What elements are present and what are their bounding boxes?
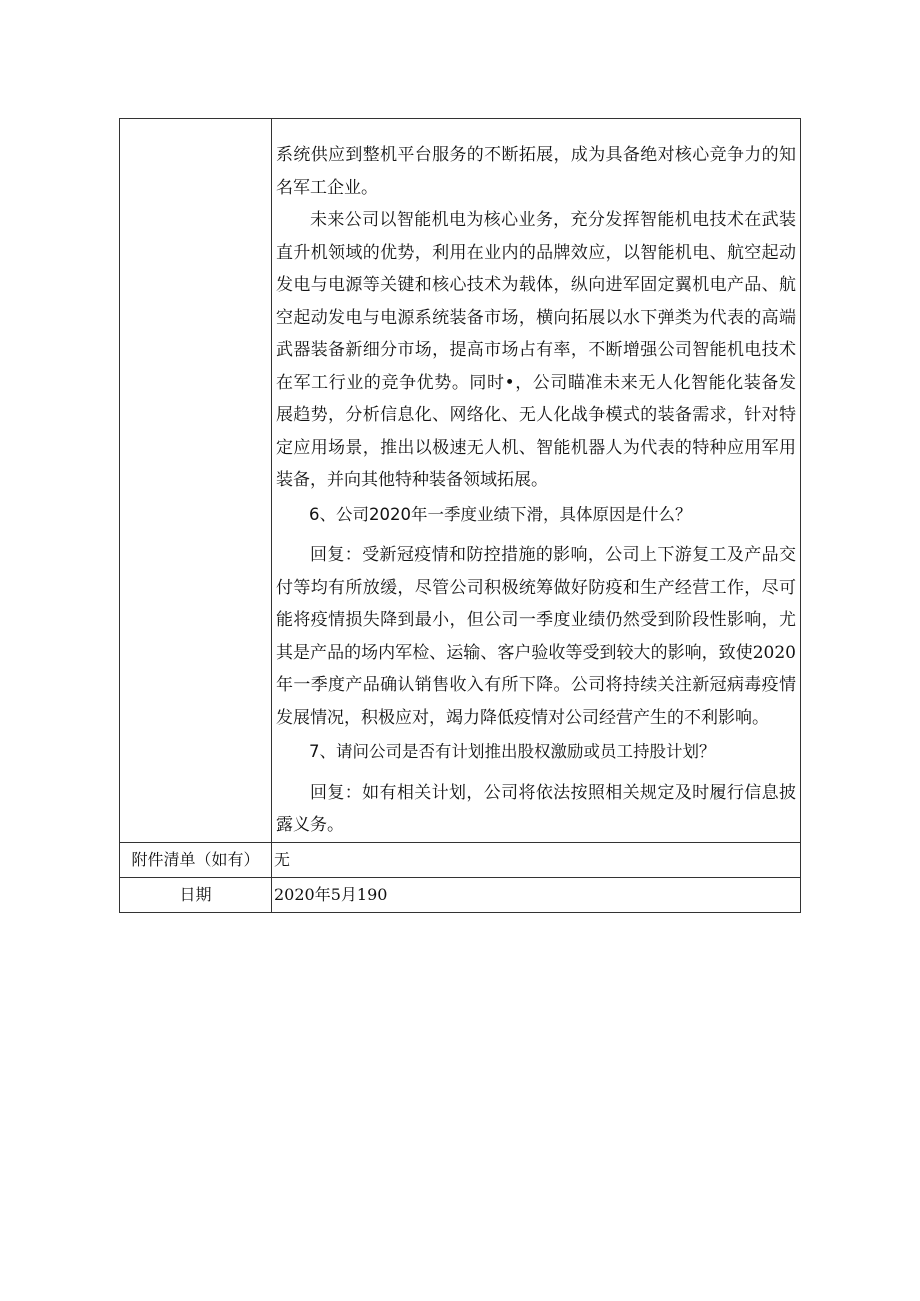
- paragraph-1: 系统供应到整机平台服务的不断拓展，成为具备绝对核心竞争力的知名军工企业。: [276, 145, 796, 198]
- content-cell: [272, 119, 801, 843]
- content-left-cell: [120, 119, 272, 843]
- answer-7: 回复：如有相关计划，公司将依法按照相关规定及时履行信息披露义务。: [276, 782, 796, 835]
- attachments-label: 附件清单（如有）: [120, 842, 272, 877]
- attachments-value: 无: [272, 842, 801, 877]
- date-row: [120, 877, 801, 912]
- attachments-row: [120, 842, 801, 877]
- date-value: 2020年5月190: [272, 877, 801, 912]
- content-row: [120, 119, 801, 843]
- question-7: 7、请问公司是否有计划推出股权激励或员工持股计划？: [309, 742, 716, 761]
- date-label: 日期: [120, 877, 272, 912]
- paragraph-2: 未来公司以智能机电为核心业务，充分发挥智能机电技术在武装直升机领域的优势，利用在业内的品牌效应，以智能机电、航空起动发电与电源等关键和核心技术为载体，纵向进军固定翼机电产品、航空起动发电与电源系统装备市场，横向拓展以水下弹类为代表的高端武器装备新细分市场，提高市场占有率，不断增强公司智能机电技术在军工行业的竞争优势。同时•，公司瞄准未来无人化智能化装备发展趋势，分析信息化、网络化、无人化战争模式的装备需求，针对特定应用场景，推出以极速无人机、智能机器人为代表的特种应用军用装备，并向其他特种装备领域拓展。: [276, 210, 796, 490]
- answer-6: 回复：受新冠疫情和防控措施的影响，公司上下游复工及产品交付等均有所放缓，尽管公司积极统筹做好防疫和生产经营工作，尽可能将疫情损失降到最小，但公司一季度业绩仍然受到阶段性影响，尤其是产品的场内军检、运输、客户验收等受到较大的影响，致使2020年一季度产品确认销售收入有所下降。公司将持续关注新冠病毒疫情发展情况，积极应对，竭力降低疫情对公司经营产生的不利影响。: [276, 545, 796, 728]
- record-table: [119, 118, 801, 913]
- question-6: 6、公司2020年一季度业绩下滑，具体原因是什么？: [309, 504, 692, 524]
